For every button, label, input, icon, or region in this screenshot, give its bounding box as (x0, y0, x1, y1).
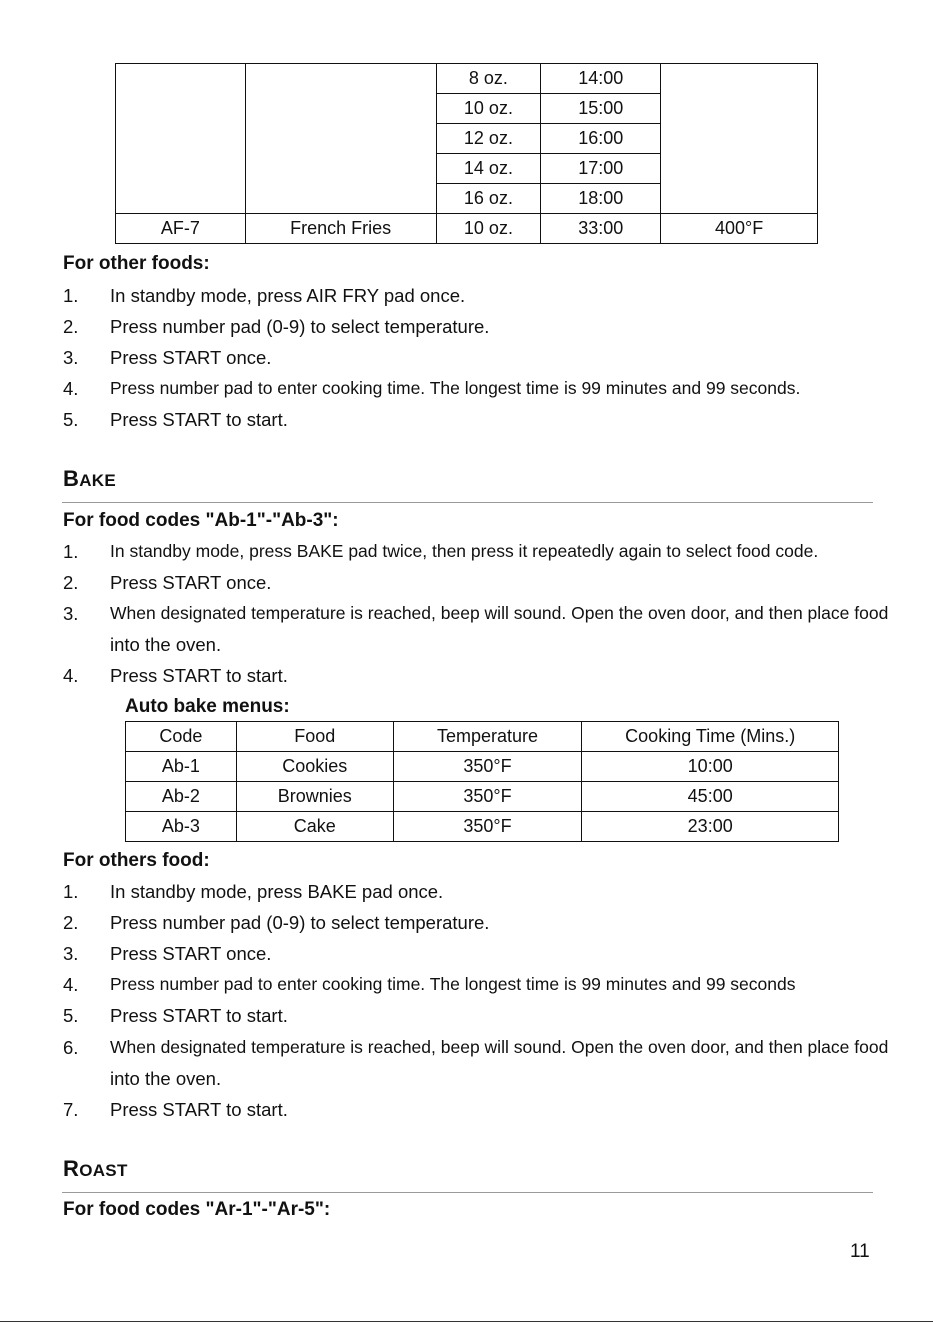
af-weight-cell: 14 oz. (436, 154, 541, 184)
step-text: When designated temperature is reached, beep will sound. Open the oven door, and then place food (110, 603, 889, 623)
table-cell: Cake (236, 812, 393, 842)
step-number: 2. (63, 912, 79, 933)
page-bottom-edge (0, 1321, 933, 1322)
bake-title-rest: AKE (79, 471, 116, 490)
step-number: 4. (63, 378, 79, 399)
table-cell: 350°F (393, 782, 582, 812)
step-text: Press START to start. (110, 1099, 288, 1120)
table-cell: Ab-3 (126, 812, 237, 842)
af-weight-cell: 10 oz. (436, 94, 541, 124)
bake-codes-heading: For food codes "Ab-1"-"Ab-3": (63, 510, 339, 531)
af-code-cell: AF-7 (116, 214, 246, 244)
step-text: Press START once. (110, 347, 272, 368)
step-number: 3. (63, 943, 79, 964)
table-row (116, 214, 818, 244)
step-number: 3. (63, 603, 79, 624)
table-cell: 350°F (393, 812, 582, 842)
table-row (126, 812, 839, 842)
af-time-cell: 33:00 (541, 214, 661, 244)
step-text: Press START once. (110, 943, 272, 964)
table-cell: 45:00 (582, 782, 839, 812)
air-fry-other-heading: For other foods: (63, 253, 210, 274)
table-row (126, 752, 839, 782)
table-cell: Brownies (236, 782, 393, 812)
step-text: Press number pad (0-9) to select temperature. (110, 316, 490, 337)
af-food-cell: French Fries (245, 214, 436, 244)
af-temp-cell-merged (661, 64, 818, 214)
step-number: 4. (63, 665, 79, 686)
roast-codes-heading: For food codes "Ar-1"-"Ar-5": (63, 1199, 331, 1220)
page-number: 11 (850, 1241, 870, 1262)
air-fry-table (115, 63, 818, 244)
step-number: 2. (63, 572, 79, 593)
auto-bake-table (125, 721, 839, 842)
table-cell: 10:00 (582, 752, 839, 782)
af-food-cell-merged (245, 64, 436, 214)
step-text: In standby mode, press BAKE pad twice, then press it repeatedly again to select food code. (110, 541, 819, 561)
step-number: 1. (63, 881, 79, 902)
table-row (116, 64, 818, 94)
section-divider (62, 502, 873, 503)
step-number: 6. (63, 1037, 79, 1058)
table-header-row (126, 722, 839, 752)
af-temp-cell: 400°F (661, 214, 818, 244)
af-weight-cell: 16 oz. (436, 184, 541, 214)
af-weight-cell: 8 oz. (436, 64, 541, 94)
af-time-cell: 18:00 (541, 184, 661, 214)
table-cell: 23:00 (582, 812, 839, 842)
step-text: Press number pad to enter cooking time. The longest time is 99 minutes and 99 seconds (110, 974, 796, 994)
auto-bake-menus-label: Auto bake menus: (125, 696, 290, 717)
step-number: 2. (63, 316, 79, 337)
bake-title-initial: B (63, 466, 80, 491)
af-time-cell: 16:00 (541, 124, 661, 154)
step-continuation: into the oven. (110, 1068, 222, 1089)
step-number: 5. (63, 409, 79, 430)
roast-section-title (63, 1156, 128, 1182)
table-row (126, 782, 839, 812)
bake-others-heading: For others food: (63, 850, 210, 871)
step-text: Press number pad to enter cooking time. The longest time is 99 minutes and 99 seconds. (110, 378, 801, 398)
af-time-cell: 14:00 (541, 64, 661, 94)
step-text: In standby mode, press AIR FRY pad once. (110, 285, 466, 306)
step-number: 3. (63, 347, 79, 368)
bake-section-title (63, 466, 116, 492)
table-cell: Ab-2 (126, 782, 237, 812)
table-cell: Cookies (236, 752, 393, 782)
af-code-cell-merged (116, 64, 246, 214)
section-divider (62, 1192, 873, 1193)
step-text: Press START to start. (110, 409, 288, 430)
af-time-cell: 17:00 (541, 154, 661, 184)
af-weight-cell: 10 oz. (436, 214, 541, 244)
table-cell: 350°F (393, 752, 582, 782)
roast-title-rest: OAST (79, 1161, 128, 1180)
af-time-cell: 15:00 (541, 94, 661, 124)
step-number: 1. (63, 541, 79, 562)
column-header: Temperature (393, 722, 582, 752)
step-number: 5. (63, 1005, 79, 1026)
column-header: Code (126, 722, 237, 752)
step-continuation: into the oven. (110, 634, 222, 655)
column-header: Cooking Time (Mins.) (582, 722, 839, 752)
table-cell: Ab-1 (126, 752, 237, 782)
step-text: Press START once. (110, 572, 272, 593)
step-text: Press START to start. (110, 1005, 288, 1026)
step-text: Press START to start. (110, 665, 288, 686)
step-text: When designated temperature is reached, beep will sound. Open the oven door, and then place food (110, 1037, 889, 1057)
step-number: 7. (63, 1099, 79, 1120)
column-header: Food (236, 722, 393, 752)
roast-title-initial: R (63, 1156, 80, 1181)
step-number: 4. (63, 974, 79, 995)
step-text: In standby mode, press BAKE pad once. (110, 881, 444, 902)
step-number: 1. (63, 285, 79, 306)
af-weight-cell: 12 oz. (436, 124, 541, 154)
step-text: Press number pad (0-9) to select temperature. (110, 912, 490, 933)
